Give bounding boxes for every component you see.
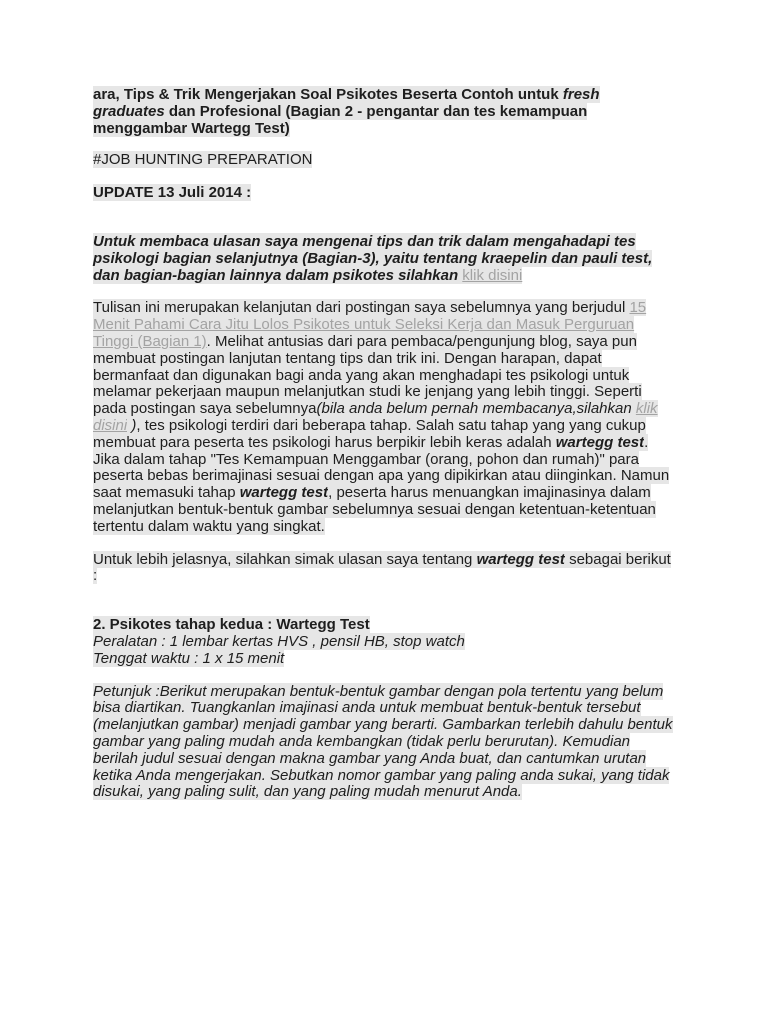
document-body [93,87,675,801]
read-more-link[interactable]: klik disini [93,400,658,434]
duration-line: Tenggat waktu : 1 x 15 menit [93,649,285,667]
article-title [93,87,675,137]
title-part-1: ara, Tips & Trik Mengerjakan Soal Psikotes Beserta Contoh untuk [93,86,563,103]
section-heading [93,617,675,634]
part1-article-link[interactable]: 15 Menit Pahami Cara Jitu Lolos Psikotes untuk Seleksi Kerja dan Masuk Perguruan Tinggi (Bagian 1) [93,299,647,350]
intro-paragraph: Tulisan ini merupakan kelanjutan dari postingan saya sebelumnya yang berjudul 15 Menit Pahami Cara Jitu Lolos Psikotes untuk Seleksi Kerja dan Masuk Perguruan Tinggi (Bagian 1). Melihat antusias dari para pembaca/pengunjung blog, saya pun membuat postingan lanjutan tentang tips dan trik ini. Dengan harapan, dapat bermanfaat dan digunakan bagi anda yang akan menghadapi tes psikologi untuk melamar pekerjaan maupun melanjutkan studi ke jenjang yang lebih tinggi. Seperti pada postingan saya sebelumnya(bila anda belum pernah membacanya,silahkan klik disini ), tes psikologi terdiri dari beberapa tahap. Salah satu tahap yang yang cukup membuat para peserta tes psikologi harus berpikir lebih keras adalah wartegg test. Jika dalam tahap "Tes Kemampuan Menggambar (orang, pohon dan rumah)" para peserta bebas berimajinasi sesuai dengan apa yang dipikirkan atau diinginkan. Namun saat memasuki tahap wartegg test, peserta harus menuangkan imajinasinya dalam melanjutkan bentuk-bentuk gambar sebelumnya sesuai dengan ketentuan-ketentuan tertentu dalam waktu yang singkat. [93,299,670,535]
update-heading [93,185,675,202]
equipment-line: Peralatan : 1 lembar kertas HVS , pensil HB, stop watch [93,632,465,650]
title-part-3: dan Profesional (Bagian 2 - pengantar dan tes kemampuan menggambar Wartegg Test) [93,102,588,137]
hashtag-line [93,152,675,169]
hashtag: #JOB HUNTING PREPARATION [93,151,313,169]
update-note-text: Untuk membaca ulasan saya mengenai tips dan trik dalam mengahadapi tes psikologi bagian selanjutnya (Bagian-3), yaitu tentang kraepelin dan pauli test, dan bagian-bagian lainnya dalam psikotes silahkan [93,232,653,284]
lead-in-paragraph: Untuk lebih jelasnya, silahkan simak ulasan saya tentang wartegg test sebagai berikut : [93,550,671,585]
update-date: UPDATE 13 Juli 2014 : [93,184,252,202]
update-link[interactable]: klik disini [462,266,523,284]
instructions-paragraph: Petunjuk :Berikut merupakan bentuk-bentuk gambar dengan pola tertentu yang belum bisa diartikan. Tuangkanlan imajinasi anda untuk membuat bentuk-bentuk tersebut (melanjutkan gambar) menjadi gambar yang berarti. Gambarkan terlebih dahulu bentuk gambar yang paling mudah anda kembangkan (tidak perlu berurutan). Kemudian berilah judul sesuai dengan makna gambar yang Anda buat, dan cantumkan urutan ketika Anda mengerjakan. Sebutkan nomor gambar yang paling anda sukai, yang tidak disukai, yang paling sulit, dan yang paling mudah menurut Anda. [93,682,673,801]
section-title: 2. Psikotes tahap kedua : Wartegg Test [93,616,370,634]
update-note [93,234,675,284]
title-part-2: fresh graduates [93,86,600,120]
